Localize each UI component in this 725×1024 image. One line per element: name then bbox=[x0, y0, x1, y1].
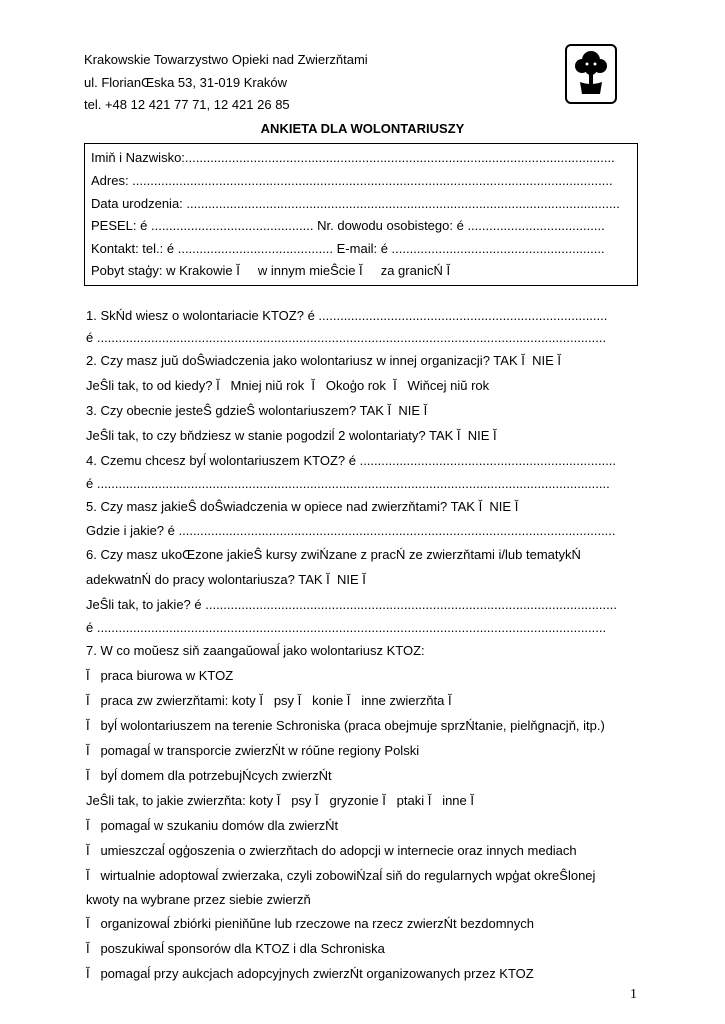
option-item[interactable]: Ĭ praca biurowa w KTOZ bbox=[86, 668, 234, 683]
option-item[interactable]: Ĭ organizowaĺ zbiórki pieniňŭne lub rzeczowe na rzecz zwierzŃt bezdomnych bbox=[86, 916, 534, 931]
logo bbox=[565, 44, 617, 104]
question-line: 2. Czy masz juŭ doŜwiadczenia jako wolontariusz w innej organizacji? TAK Ĭ NIE Ĭ bbox=[86, 353, 561, 368]
answer-line[interactable]: é ............................................................................................................................................. bbox=[86, 620, 607, 635]
option-item[interactable]: Ĭ poszukiwaĺ sponsorów dla KTOZ i dla Schroniska bbox=[86, 941, 385, 956]
question-line: 3. Czy obecnie jesteŜ gdzieŜ wolontariuszem? TAK Ĭ NIE Ĭ bbox=[86, 403, 428, 418]
option-item[interactable]: Ĭ wirtualnie adoptowaĺ zwierzaka, czyli zobowiŃzaĺ siň do regularnych wpģat okreŜlonej bbox=[86, 868, 596, 883]
option-item[interactable]: Ĭ byĺ wolontariuszem na terenie Schroniska (praca obejmuje sprzŃtanie, pielňgnacjň, itp.) bbox=[86, 718, 605, 733]
option-item[interactable]: Ĭ pomagaĺ w szukaniu domów dla zwierzŃt bbox=[86, 818, 339, 833]
residence-field[interactable]: Pobyt staģy: w Krakowie Ĭ w innym mieŜcie Ĭ za granicŃ Ĭ bbox=[91, 263, 451, 278]
option-continuation: kwoty na wybrane przez siebie zwierzň bbox=[86, 892, 311, 907]
option-item[interactable]: Ĭ pomagaĺ przy aukcjach adopcyjnych zwierzŃt organizowanych przez KTOZ bbox=[86, 966, 534, 981]
personal-data-box bbox=[84, 143, 638, 286]
answer-line[interactable]: é ............................................................................................................................................. bbox=[86, 330, 607, 345]
form-title: ANKIETA DLA WOLONTARIUSZY bbox=[260, 121, 465, 136]
question-line: 1. SkŃd wiesz o wolontariacie KTOZ? é ................................................................................ bbox=[86, 308, 608, 323]
pesel-id-field[interactable]: PESEL: é ............................................. Nr. dowodu osobistego: é ...................................... bbox=[91, 218, 605, 233]
org-address: ul. FlorianŒska 53, 31-019 Kraków bbox=[84, 75, 288, 90]
question-line: 5. Czy masz jakieŜ doŜwiadczenia w opiece nad zwierzňtami? TAK Ĭ NIE Ĭ bbox=[86, 499, 519, 514]
org-phone: tel. +48 12 421 77 71, 12 421 26 85 bbox=[84, 97, 290, 112]
question-line: JeŜli tak, to czy bňdziesz w stanie pogodziĺ 2 wolontariaty? TAK Ĭ NIE Ĭ bbox=[86, 428, 497, 443]
question-line: adekwatnŃ do pracy wolontariusza? TAK Ĭ NIE Ĭ bbox=[86, 572, 366, 587]
address-field[interactable]: Adres: ..................................................................................................................................... bbox=[91, 173, 613, 188]
contact-field[interactable]: Kontakt: tel.: é ........................................... E-mail: é ........................................................... bbox=[91, 241, 605, 256]
option-item[interactable]: JeŜli tak, to jakie zwierzňta: koty Ĭ psy Ĭ gryzonie Ĭ ptaki Ĭ inne Ĭ bbox=[86, 793, 474, 808]
question-line: 7. W co moŭesz siň zaangaŭowaĺ jako wolontariusz KTOZ: bbox=[86, 643, 425, 658]
option-item[interactable]: Ĭ praca zw zwierzňtami: koty Ĭ psy Ĭ konie Ĭ inne zwierzňta Ĭ bbox=[86, 693, 452, 708]
tree-logo-icon bbox=[567, 46, 615, 102]
answer-line[interactable]: Gdzie i jakie? é ......................................................................................................................... bbox=[86, 523, 616, 538]
question-line: 6. Czy masz ukoŒzone jakieŜ kursy zwiŃzane z pracŃ ze zwierzňtami i/lub tematykŃ bbox=[86, 547, 581, 562]
answer-line[interactable]: JeŜli tak, to jakie? é .................................................................................................................. bbox=[86, 597, 617, 612]
option-item[interactable]: Ĭ umieszczaĺ ogģoszenia o zwierzňtach do adopcji w internecie oraz innych mediach bbox=[86, 843, 577, 858]
answer-line[interactable]: é .............................................................................................................................................. bbox=[86, 476, 610, 491]
option-item[interactable]: Ĭ byĺ domem dla potrzebujŃcych zwierzŃt bbox=[86, 768, 332, 783]
page-number: 1 bbox=[630, 987, 637, 1002]
option-item[interactable]: Ĭ pomagaĺ w transporcie zwierzŃt w róŭne regiony Polski bbox=[86, 743, 420, 758]
question-line: JeŜli tak, to od kiedy? Ĭ Mniej niŭ rok Ĭ Okoģo rok Ĭ Wiňcej niŭ rok bbox=[86, 378, 490, 393]
birthdate-field[interactable]: Data urodzenia: ........................................................................................................................ bbox=[91, 196, 620, 211]
name-field[interactable]: Imiň i Nazwisko:....................................................................................................................... bbox=[91, 150, 615, 165]
org-name: Krakowskie Towarzystwo Opieki nad Zwierzňtami bbox=[84, 52, 368, 67]
question-line: 4. Czemu chcesz byĺ wolontariuszem KTOZ? é ....................................................................... bbox=[86, 453, 617, 468]
